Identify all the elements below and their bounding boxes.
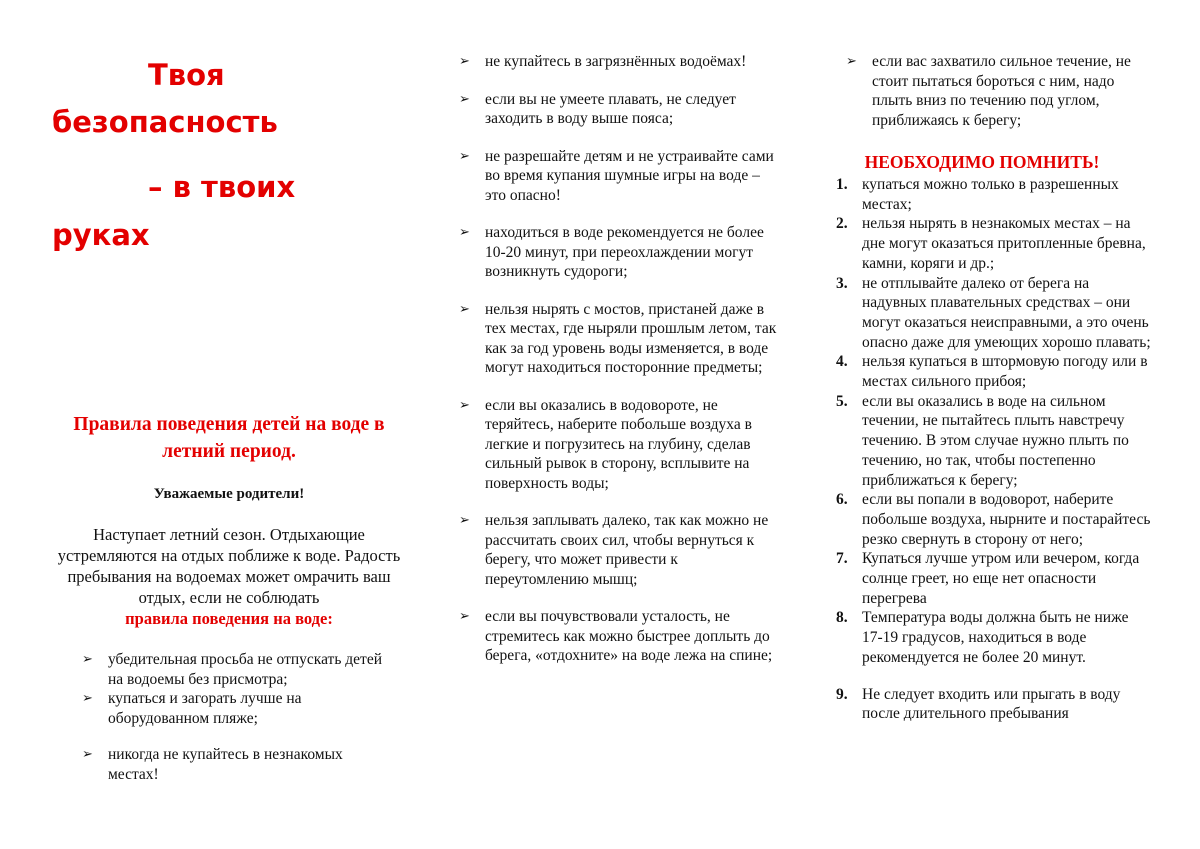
list-item: 9. Не следует входить или прыгать в воду после длительного пребывания — [836, 685, 1121, 723]
must-remember-heading: НЕОБХОДИМО ПОМНИТЬ! — [864, 152, 1100, 172]
list-item: ➢ не разрешайте детям и не устраивайте сами во время купания шумные игры на воде – это опасно! — [459, 147, 774, 204]
list-item: ➢ если вы не умеете плавать, не следует заходить в воду выше пояса; — [459, 90, 736, 127]
middle-column — [455, 0, 780, 849]
greeting: Уважаемые родители! — [153, 486, 305, 502]
list-item: ➢ не купайтесь в загрязнённых водоёмах! — [459, 53, 747, 70]
list-item: ➢ купаться и загорать лучше на оборудованном пляже; — [82, 690, 302, 727]
arrow-bullet-icon: ➢ — [459, 301, 470, 317]
must-remember-list — [832, 175, 1152, 724]
arrow-bullet-icon: ➢ — [459, 513, 470, 528]
arrow-bullet-icon: ➢ — [459, 397, 470, 413]
parent-advice-list — [78, 650, 383, 784]
list-item: ➢ нельзя заплывать далеко, так как можно не рассчитать своих сил, чтобы вернуться к берегу, что может привести к переутомлению мышц; — [459, 512, 769, 588]
list-item: 4. нельзя купаться в штормовую погоду или в местах сильного прибоя; — [836, 353, 1148, 391]
title-line-1: Твоя — [148, 58, 225, 92]
list-item: 5. если вы оказались в воде на сильном течении, не пытайтесь плыть навстречу течению. В этом случае нужно плыть по течению, но так, чтобы постепенно приближаться к берегу; — [836, 392, 1129, 489]
arrow-bullet-icon: ➢ — [82, 652, 93, 667]
safety-rules-list — [455, 52, 780, 684]
list-item: ➢ никогда не купайтесь в незнакомых местах! — [82, 746, 343, 783]
current-advice-list — [842, 52, 1152, 130]
list-item: ➢ убедительная просьба не отпускать детей на водоемы без присмотра; — [82, 651, 382, 688]
list-item: 2. нельзя нырять в незнакомых местах – на дне могут оказаться притопленные бревна, камни, коряги и др.; — [836, 215, 1146, 272]
list-item: 3. не отплывайте далеко от берега на надувных плавательных средствах – они могут оказаться неисправными, а это очень опасно даже для умеющих хорошо плавать; — [836, 274, 1151, 351]
list-item: ➢ если вы почувствовали усталость, не стремитесь как можно быстрее доплыть до берега, «отдохните» на воде лежа на спине; — [459, 608, 773, 664]
arrow-bullet-icon: ➢ — [459, 91, 470, 107]
intro-highlight: правила поведения на воде: — [125, 609, 333, 628]
arrow-bullet-icon: ➢ — [459, 225, 470, 240]
arrow-bullet-icon: ➢ — [82, 747, 93, 762]
list-item: 8. Температура воды должна быть не ниже 17-19 градусов, находиться в воде рекомендуется не более 20 минут. — [836, 609, 1129, 666]
rules-heading: Правила поведения детей на воде в летний период. — [73, 414, 385, 462]
intro-text: Наступает летний сезон. Отдыхающие устремляются на отдых поближе к воде. Радость пребывания на водоемах может омрачить ваш отдых, если не соблюдать — [57, 525, 401, 607]
arrow-bullet-icon: ➢ — [846, 54, 857, 69]
title-line-2: безопасность — [52, 105, 278, 139]
list-item: 1. купаться можно только в разрешенных местах; — [836, 176, 1119, 213]
intro-paragraph — [54, 524, 404, 629]
arrow-bullet-icon: ➢ — [82, 691, 93, 706]
left-column — [40, 0, 400, 849]
arrow-bullet-icon: ➢ — [459, 609, 470, 624]
right-column — [832, 0, 1162, 849]
list-item: 7. Купаться лучше утром или вечером, когда солнце греет, но еще нет опасности перегрева — [836, 550, 1140, 607]
list-item: ➢ если вы оказались в водовороте, не теряйтесь, наберите побольше воздуха в легкие и погрузитесь на глубину, сделав сильный рывок в сторону, всплывите на поверхность воды; — [459, 396, 752, 492]
list-item: ➢ если вас захватило сильное течение, не стоит пытаться бороться с ним, надо плыть вниз по течению под углом, приближаясь к берегу; — [846, 53, 1131, 129]
list-item: ➢ нельзя нырять с мостов, пристаней даже в тех местах, где ныряли прошлым летом, так как за год уровень воды изменяется, в воде могут находиться посторонние предметы; — [459, 300, 777, 376]
list-item: ➢ находиться в воде рекомендуется не более 10-20 минут, при переохлаждении могут возникнуть судороги; — [459, 224, 764, 280]
arrow-bullet-icon: ➢ — [459, 148, 470, 164]
list-item: 6. если вы попали в водоворот, наберите побольше воздуха, нырните и постарайтесь резко свернуть в сторону от него; — [836, 491, 1151, 548]
title-line-3: – в твоих — [148, 170, 296, 204]
title-line-4: руках — [52, 218, 150, 252]
arrow-bullet-icon: ➢ — [459, 54, 470, 69]
